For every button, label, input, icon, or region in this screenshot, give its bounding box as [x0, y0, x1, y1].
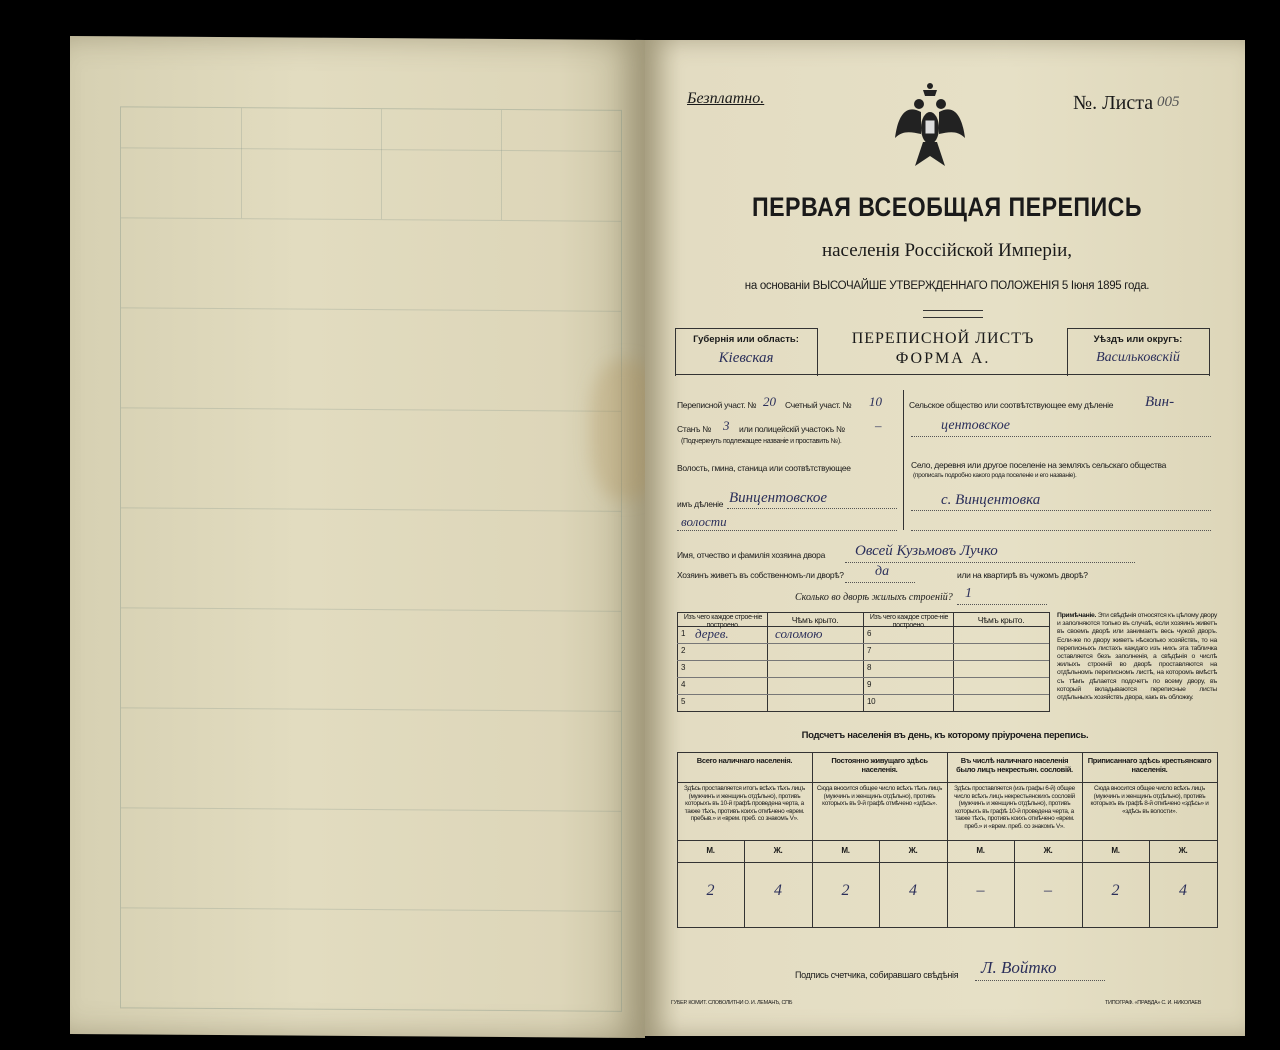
sheet-number-label: №. Листа — [1073, 92, 1154, 114]
stan-value: 3 — [723, 418, 730, 433]
buildings-table — [677, 612, 1049, 712]
police-value: – — [875, 418, 882, 433]
page-title: ПЕРВАЯ ВСЕОБЩАЯ ПЕРЕПИСЬ — [752, 192, 1142, 222]
female-count-value: 4 — [909, 882, 917, 899]
rural-society-value-line1: Вин- — [1145, 394, 1175, 410]
count-column-header: Постоянно живущаго здѣсь населенія. — [831, 756, 928, 774]
building-row-number: 3 — [681, 663, 686, 672]
female-count-value: – — [1044, 882, 1052, 899]
volost-label-line2: имъ дѣленіе — [677, 499, 724, 509]
count-column-header: Всего наличнаго населенія. — [696, 756, 793, 765]
lives-own-label: Хозяинъ живетъ въ собственномъ-ли дворѣ? — [677, 570, 844, 580]
buildings-label: Сколько во дворѣ жилыхъ строеній? — [795, 592, 953, 603]
building-row-number: 10 — [867, 697, 876, 706]
female-label: Ж. — [1178, 846, 1188, 855]
double-eagle-emblem-icon — [893, 82, 967, 174]
census-area-value: 20 — [763, 394, 776, 409]
left-page — [70, 36, 645, 1038]
building-roof: соломою — [775, 626, 823, 641]
building-row-number: 9 — [867, 680, 872, 689]
lives-other-label: или на квартирѣ въ чужомъ дворѣ? — [957, 570, 1088, 580]
owner-value: Овсей Кузьмовъ Лучко — [855, 543, 998, 559]
count-section-title: Подсчетъ населенія въ день, къ которому пріурочена перепись. — [801, 730, 1089, 741]
building-row-number: 5 — [681, 697, 686, 706]
ornament-divider — [923, 310, 983, 318]
province-value: Кіевская — [718, 350, 774, 366]
male-count-value: 2 — [1111, 882, 1120, 899]
female-label: Ж. — [773, 846, 783, 855]
count-column-header: Въ числѣ наличнаго населенія было лицъ некрестьян. сословій. — [956, 756, 1073, 774]
female-count-value: 4 — [1179, 882, 1187, 899]
district-label: Уѣздъ или округъ: — [1093, 334, 1183, 345]
col-material-header-left: Изъ чего каждое строе-ніе построено. — [683, 614, 763, 629]
count-area-label: Счетный участ. № — [785, 400, 852, 410]
male-label: М. — [1111, 846, 1120, 855]
lives-own-value: да — [875, 564, 890, 579]
count-area-value: 10 — [869, 394, 882, 409]
right-page — [645, 40, 1245, 1036]
page-subtitle: населенія Россійской Имперіи, — [821, 240, 1073, 261]
building-row-number: 8 — [867, 663, 872, 672]
female-label: Ж. — [1043, 846, 1053, 855]
buildings-note-text: Эти свѣдѣнія относятся къ цѣлому двору и заполняются только въ случаѣ, если хозяинъ живетъ въ своемъ дворѣ или занимаетъ весь чужой дворъ. Если-же по двору живетъ нѣсколько хозяйствъ, то на переписныхъ листахъ каждаго изъ нихъ эта табличка оставляется безъ заполненія, а свѣдѣнія о числѣ жилыхъ строеній во дворѣ проставляются на отдѣльномъ переписномъ листѣ, на которомъ вмѣстѣ съ тѣмъ дѣлается подсчетъ по всему двору, въ который вкладываются переписные листы отдѣльныхъ хозяйствъ двора, какъ въ обложку. — [1057, 612, 1217, 702]
count-column-description: Здѣсь проставляется итогъ всѣхъ тѣхъ лицъ (мужчинъ и женщинъ отдѣльно), противъ которыхъ въ 10-й графѣ проведена черта, а также тѣхъ, противъ коихъ отмѣчено «врем. пребыв.» и «врем. преб. со знакомъ V». — [684, 785, 805, 823]
count-column-description: Сюда вносится общее число всѣхъ тѣхъ лицъ (мужчинъ и женщинъ отдѣльно), противъ которыхъ въ 9-й графѣ отмѣчено «здѣсь». — [816, 785, 943, 808]
building-row-number: 7 — [867, 646, 872, 655]
male-label: М. — [976, 846, 985, 855]
volost-value-line2: волости — [681, 514, 727, 529]
count-column-header: Приписаннаго здѣсь крестьянскаго населенія. — [1087, 756, 1212, 774]
census-area-label: Переписной участ. № — [677, 400, 757, 410]
building-material: дерев. — [695, 626, 729, 641]
signature-label: Подпись счетчика, собиравшаго свѣдѣнія — [795, 970, 959, 980]
rural-society-value-line2: центовское — [941, 418, 1010, 433]
building-row-number: 2 — [681, 646, 686, 655]
village-value: с. Винцентовка — [941, 492, 1041, 508]
basis-line: на основаніи ВЫСОЧАЙШЕ УТВЕРЖДЕННАГО ПОЛОЖЕНІЯ 5 Іюня 1895 года. — [744, 280, 1150, 292]
male-count-value: – — [976, 882, 985, 899]
male-count-value: 2 — [841, 882, 850, 899]
male-label: М. — [706, 846, 715, 855]
bleed-through-grid — [120, 106, 622, 1012]
rural-society-label: Сельское общество или соотвѣтствующее ему дѣленіе — [909, 400, 1114, 410]
volost-label-line1: Волость, гмина, станица или соотвѣтствующее — [677, 463, 851, 473]
col-material-header-right: Изъ чего каждое строе-ніе построено. — [869, 614, 949, 629]
female-count-value: 4 — [774, 882, 782, 899]
col-roof-header-right: Чѣмъ крыто. — [977, 615, 1025, 625]
free-label: Безплатно. — [687, 90, 765, 107]
province-label: Губернія или область: — [693, 334, 799, 345]
printer-left: ГУБЕР. КОМИТ. СЛОВОЛИТНИ О. И. ЛЕМАНЪ, СПБ — [671, 1000, 793, 1006]
district-value: Васильковскій — [1096, 350, 1180, 365]
count-column-description: Здѣсь проставляется (изъ графы 6-й) общее число всѣхъ лицъ некрестьянскихъ сословій (мужчинъ и женщинъ отдѣльно), противъ которыхъ въ графѣ 10-й проведена черта, а также тѣхъ, противъ коихъ отмѣчено «врем. преб.» и «врем. преб. со знакомъ V». — [954, 785, 1075, 830]
population-count-table — [677, 752, 1217, 928]
signature-value: Л. Войтко — [981, 958, 1057, 977]
building-row-number: 4 — [681, 680, 686, 689]
form-header-box — [675, 328, 1209, 376]
owner-label: Имя, отчество и фамилія хозяина двора — [677, 550, 826, 560]
male-label: М. — [841, 846, 850, 855]
male-count-value: 2 — [706, 882, 715, 899]
buildings-value: 1 — [965, 586, 972, 601]
form-subtitle: ФОРМА А. — [895, 350, 991, 367]
police-label: или полицейскій участокъ № — [739, 424, 845, 434]
printer-right: ТИПОГРАФ. «ПРАВДА» С. И. НИКОЛАЕВ — [1105, 1000, 1202, 1006]
female-label: Ж. — [908, 846, 918, 855]
form-title: ПЕРЕПИСНОЙ ЛИСТЪ — [851, 330, 1035, 347]
buildings-note-title: Примѣчаніе. — [1057, 612, 1097, 619]
volost-value-line1: Винцентовское — [729, 490, 827, 506]
col-roof-header-left: Чѣмъ крыто. — [791, 615, 839, 625]
stan-label: Станъ № — [677, 424, 712, 434]
village-note: (прописать подробно какого рода поселеніе и его названіе). — [913, 472, 1077, 479]
count-column-description: Сюда вносится общее число всѣхъ лицъ (мужчинъ и женщинъ отдѣльно), противъ которыхъ въ графѣ 8-й отмѣчено «здѣсь» и «здѣсь въ волости». — [1090, 785, 1209, 815]
buildings-note — [1057, 612, 1217, 702]
building-row-number: 1 — [681, 629, 686, 638]
sheet-number-value: 005 — [1157, 94, 1180, 110]
village-label: Село, деревня или другое поселеніе на земляхъ сельскаго общества — [911, 460, 1167, 470]
building-row-number: 6 — [867, 629, 872, 638]
underline-note: (Подчеркнуть подлежащее названіе и проставить №). — [681, 438, 842, 445]
